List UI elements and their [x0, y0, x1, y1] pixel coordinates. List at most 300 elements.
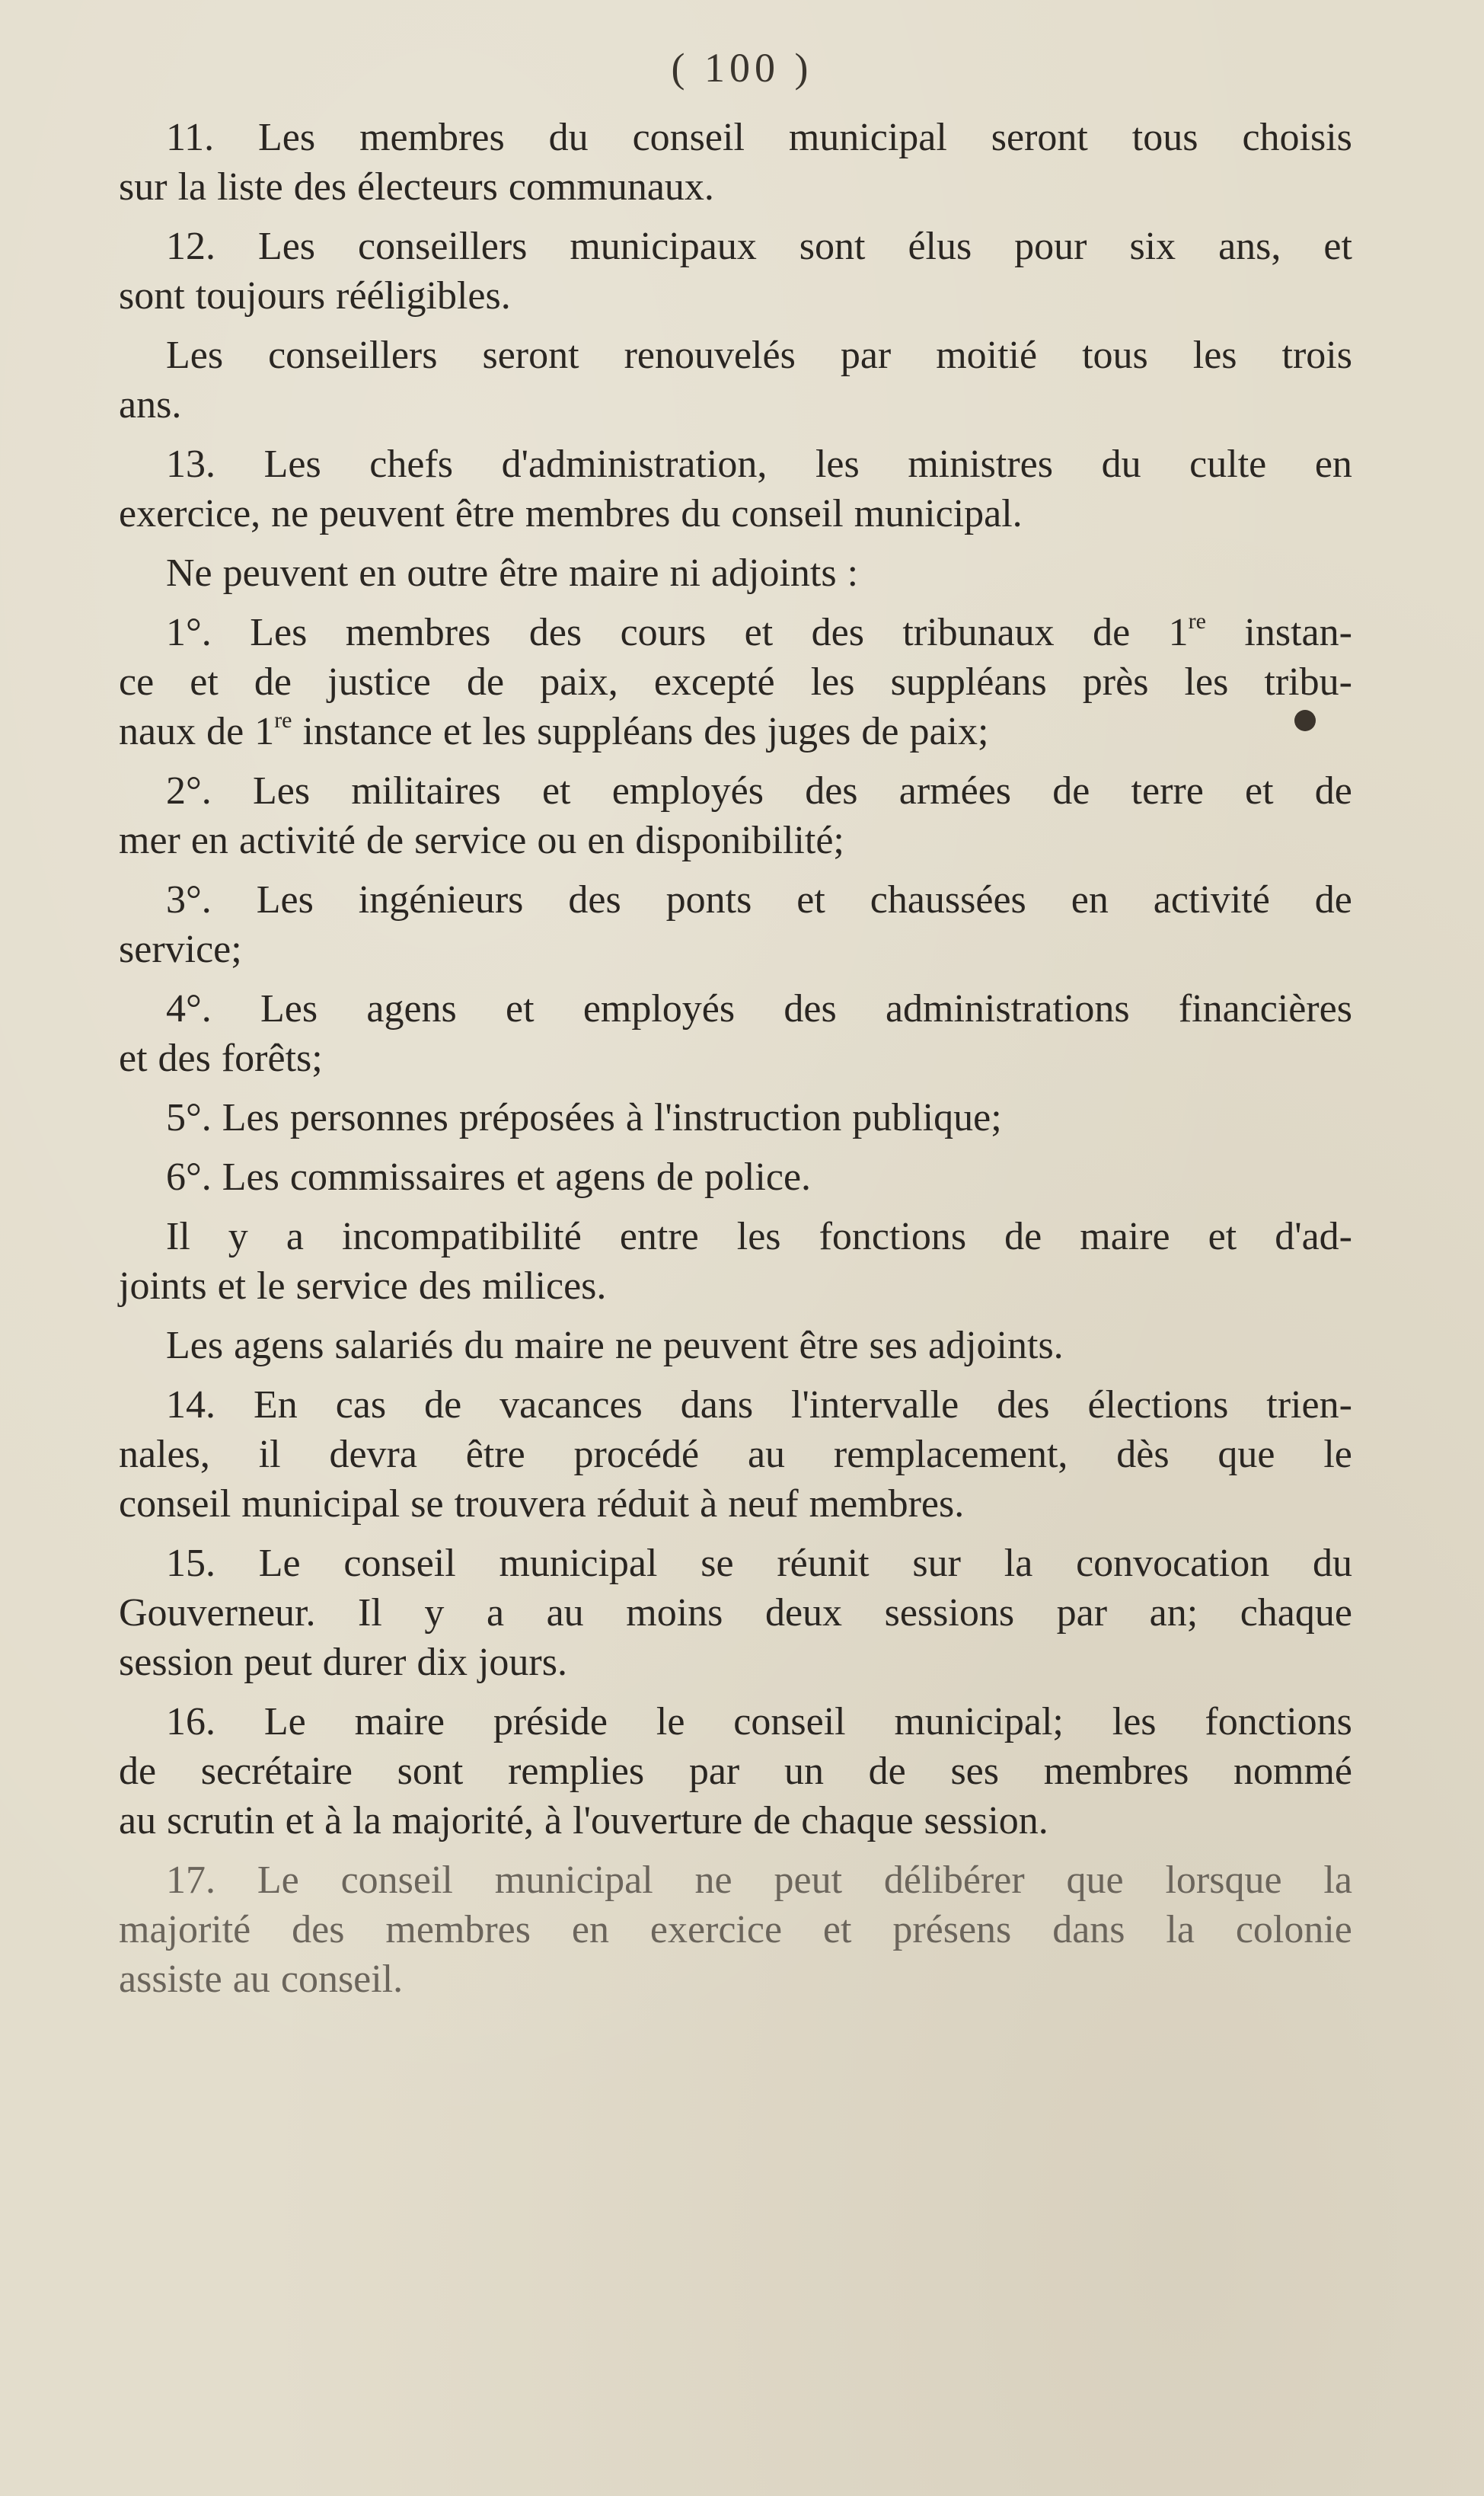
word: y: [228, 1215, 248, 1258]
word: municipal: [499, 1542, 658, 1585]
word: choisis: [1242, 116, 1352, 159]
word: exercice: [649, 1908, 783, 1951]
word: jours.: [477, 1641, 567, 1684]
word: chaque: [801, 1799, 914, 1842]
word: au: [546, 1591, 584, 1635]
word: scrutin: [167, 1799, 275, 1842]
word: des: [528, 611, 582, 654]
paragraph: [119, 1539, 1352, 1687]
word: Les: [166, 334, 224, 377]
word: convocation: [1076, 1542, 1270, 1585]
word: municipal;: [894, 1700, 1064, 1743]
word: ou: [537, 819, 577, 862]
text-line: [119, 925, 1352, 974]
word: tribu-: [1264, 660, 1352, 704]
word: maire: [354, 1700, 445, 1743]
paragraph-gap: [119, 1143, 1352, 1152]
word: à: [625, 1096, 643, 1139]
word: session: [119, 1641, 234, 1684]
paragraph: [119, 1697, 1352, 1846]
word: assiste: [119, 1957, 222, 2001]
word: à: [700, 1482, 718, 1526]
text-line: [119, 1430, 1352, 1479]
word: Il: [358, 1591, 382, 1635]
word: exercice,: [119, 492, 261, 535]
paragraph: [119, 875, 1352, 974]
word: service;: [119, 928, 242, 971]
paragraph-gap: [119, 430, 1352, 439]
text-line: [119, 439, 1352, 489]
word: conseil: [731, 492, 844, 535]
word: et: [285, 1799, 314, 1842]
text-line: [119, 1905, 1352, 1954]
paragraph-gap: [119, 1370, 1352, 1380]
word: Les: [260, 987, 318, 1031]
word: pour: [1014, 225, 1087, 268]
word: de: [365, 819, 404, 862]
paragraph: [119, 113, 1352, 212]
word: Le: [257, 1858, 299, 1902]
word: ponts: [665, 878, 752, 922]
word: liste: [217, 165, 283, 209]
word: 12.: [166, 225, 215, 268]
word: disponibilité;: [635, 819, 844, 862]
paragraph-gap: [119, 1311, 1352, 1321]
word: ni: [669, 551, 701, 595]
text-line: [119, 1747, 1352, 1796]
word: sur: [912, 1542, 961, 1585]
word: tous: [1131, 116, 1198, 159]
word: agens: [366, 987, 457, 1031]
word: des: [997, 1383, 1050, 1427]
word: majorité: [119, 1908, 251, 1951]
word: :: [847, 551, 859, 595]
word: Les: [256, 878, 314, 922]
word: 1re: [254, 708, 292, 753]
word: 5°.: [166, 1096, 212, 1139]
word: du: [681, 492, 721, 535]
word: durer: [322, 1641, 407, 1684]
word: 14.: [166, 1383, 215, 1427]
text-line: [119, 875, 1352, 925]
paragraph-gap: [119, 1202, 1352, 1212]
word: l'instruction: [653, 1096, 842, 1139]
word: forêts;: [221, 1037, 323, 1080]
text-line: [119, 1796, 1352, 1846]
word: trouvera: [454, 1482, 586, 1526]
word: le: [1323, 1433, 1352, 1476]
word: les: [1184, 660, 1229, 704]
word: conseil: [343, 1542, 456, 1585]
word: préposées: [458, 1096, 615, 1139]
paragraph-gap: [119, 756, 1352, 766]
body-text: [119, 113, 1352, 2004]
word: Les: [222, 1155, 279, 1199]
word: culte: [1189, 443, 1267, 486]
word: des: [418, 1264, 472, 1308]
word: les: [1192, 334, 1237, 377]
word: police.: [704, 1155, 812, 1199]
word: se: [410, 1482, 444, 1526]
word: en: [190, 819, 228, 862]
word: de: [753, 1799, 791, 1842]
word: au: [232, 1957, 270, 2001]
word: trois: [1281, 334, 1352, 377]
text-line: [119, 1539, 1352, 1588]
word: peuvent: [319, 492, 445, 535]
word: en: [1314, 443, 1352, 486]
paragraph: [119, 1380, 1352, 1529]
word: de: [119, 1750, 157, 1793]
word: Les: [166, 1324, 224, 1367]
word: et: [1245, 769, 1274, 813]
word: conseillers: [358, 225, 528, 268]
text-line: [119, 548, 1352, 598]
word: ans.: [119, 383, 182, 427]
word: maire: [1080, 1215, 1170, 1258]
word: ans,: [1218, 225, 1281, 268]
word: et: [1323, 225, 1352, 268]
word: le: [656, 1700, 685, 1743]
word: dix: [416, 1641, 468, 1684]
word: sur: [119, 165, 168, 209]
word: de: [861, 710, 899, 753]
paragraph: [119, 1152, 1352, 1202]
word: élus: [908, 225, 972, 268]
word: 16.: [166, 1700, 215, 1743]
word: suppléans: [537, 710, 694, 753]
word: du: [1312, 1542, 1352, 1585]
word: du: [464, 1324, 504, 1367]
word: tous: [1082, 334, 1148, 377]
word: être: [499, 551, 559, 595]
word: 11.: [166, 116, 215, 159]
word: adjoints: [710, 551, 837, 595]
word: de: [254, 660, 292, 704]
word: conseil: [340, 1858, 453, 1902]
word: les: [815, 443, 860, 486]
word: 13.: [166, 443, 215, 486]
word: lorsque: [1165, 1858, 1282, 1902]
word: conseil: [119, 1482, 231, 1526]
word: être: [799, 1324, 859, 1367]
word: chaussées: [870, 878, 1026, 922]
word: Les: [257, 225, 316, 268]
paragraph-gap: [119, 1687, 1352, 1697]
word: renouvelés: [624, 334, 796, 377]
word: de: [1314, 878, 1352, 922]
word: adjoints.: [928, 1324, 1064, 1367]
word: délibérer: [883, 1858, 1025, 1902]
word: procédé: [573, 1433, 700, 1476]
word: Les: [253, 769, 311, 813]
word: et: [506, 987, 535, 1031]
word: vacances: [499, 1383, 643, 1427]
word: paix;: [909, 710, 989, 753]
word: à: [324, 1799, 343, 1842]
paragraph: [119, 331, 1352, 430]
text-line: [119, 222, 1352, 271]
text-line: [119, 1697, 1352, 1747]
word: des: [811, 611, 864, 654]
word: instan-: [1244, 611, 1352, 654]
paragraph: [119, 1212, 1352, 1311]
word: par: [688, 1750, 740, 1793]
word: la: [353, 1799, 381, 1842]
text-line: [119, 380, 1352, 430]
paragraph-gap: [119, 598, 1352, 608]
word: et: [515, 1155, 545, 1199]
word: les: [736, 1215, 781, 1258]
word: mer: [119, 819, 180, 862]
word: que: [1218, 1433, 1275, 1476]
word: chaque: [1240, 1591, 1352, 1635]
word: y: [424, 1591, 445, 1635]
word: de: [1093, 611, 1131, 654]
word: trien-: [1266, 1383, 1352, 1427]
word: cas: [335, 1383, 387, 1427]
word: armées: [898, 769, 1012, 813]
word: municipal: [494, 1858, 653, 1902]
word: communaux.: [508, 165, 714, 209]
word: membres: [1043, 1750, 1189, 1793]
word: fonctions: [1205, 1700, 1352, 1743]
word: six: [1129, 225, 1176, 268]
word: peut: [244, 1641, 312, 1684]
text-line: [119, 1261, 1352, 1311]
word: conseil: [733, 1700, 846, 1743]
word: dès: [1116, 1433, 1170, 1476]
word: 1re: [1168, 609, 1206, 654]
text-line: [119, 1638, 1352, 1687]
text-line: [119, 1855, 1352, 1905]
text-line: [119, 1380, 1352, 1430]
text-line: [119, 271, 1352, 321]
word: municipal: [788, 116, 947, 159]
word: membres: [345, 611, 491, 654]
paragraph-gap: [119, 974, 1352, 984]
word: sessions: [884, 1591, 1015, 1635]
word: a: [286, 1215, 304, 1258]
word: de: [424, 1383, 462, 1427]
word: Ne: [166, 551, 212, 595]
paragraph: [119, 222, 1352, 321]
word: sont: [397, 1750, 464, 1793]
word: peuvent: [662, 1324, 789, 1367]
word: maire: [569, 551, 659, 595]
word: Le: [263, 1700, 306, 1743]
word: fonctions: [819, 1215, 967, 1258]
word: par: [840, 334, 892, 377]
text-line: [119, 162, 1352, 212]
word: naux: [119, 710, 196, 753]
word: se: [701, 1542, 734, 1585]
text-line: [119, 608, 1352, 657]
word: nommé: [1233, 1750, 1352, 1793]
word: moins: [626, 1591, 723, 1635]
word: de: [656, 1155, 694, 1199]
word: les: [1112, 1700, 1157, 1743]
word: ce: [119, 660, 155, 704]
word: et: [744, 611, 774, 654]
word: réunit: [777, 1542, 870, 1585]
word: à: [544, 1799, 563, 1842]
text-line: [119, 1152, 1352, 1202]
text-line: [119, 113, 1352, 162]
word: les: [482, 710, 527, 753]
word: neuf: [728, 1482, 799, 1526]
word: employés: [611, 769, 764, 813]
paragraph: [119, 548, 1352, 598]
paragraph: [119, 1855, 1352, 2004]
word: du: [548, 116, 589, 159]
word: moitié: [936, 334, 1038, 377]
paragraph: [119, 608, 1352, 756]
word: de: [206, 710, 244, 753]
word: ministres: [908, 443, 1053, 486]
word: ne: [694, 1858, 732, 1902]
word: secrétaire: [200, 1750, 353, 1793]
word: joints: [119, 1264, 207, 1308]
word: d'ad-: [1275, 1215, 1352, 1258]
word: membres: [359, 116, 505, 159]
word: municipal: [241, 1482, 401, 1526]
word: ses: [869, 1324, 918, 1367]
word: et: [217, 1264, 247, 1308]
word: préside: [493, 1700, 608, 1743]
word: militaires: [351, 769, 501, 813]
word: électeurs: [357, 165, 498, 209]
page-number: ( 100 ): [671, 45, 813, 91]
word: par: [1056, 1591, 1108, 1635]
word: des: [783, 987, 837, 1031]
word: activité: [238, 819, 356, 862]
word: et: [796, 878, 825, 922]
word: Il: [166, 1215, 190, 1258]
word: au: [747, 1433, 786, 1476]
word: excepté: [653, 660, 775, 704]
word: Les: [263, 443, 321, 486]
word: membres.: [809, 1482, 965, 1526]
paragraph-gap: [119, 865, 1352, 875]
word: 3°.: [166, 878, 212, 922]
word: être: [455, 492, 515, 535]
word: 15.: [166, 1542, 215, 1585]
word: des: [158, 1037, 211, 1080]
word: majorité,: [391, 1799, 535, 1842]
paragraph: [119, 1321, 1352, 1370]
word: tribunaux: [902, 611, 1055, 654]
paragraph: [119, 1093, 1352, 1143]
word: de: [466, 660, 505, 704]
word: suppléans: [890, 660, 1047, 704]
word: a: [486, 1591, 505, 1635]
word: sont: [119, 274, 185, 318]
word: les: [810, 660, 855, 704]
word: seront: [991, 116, 1088, 159]
word: le: [257, 1264, 286, 1308]
paragraph-gap: [119, 1846, 1352, 1855]
word: municipal.: [854, 492, 1023, 535]
word: colonie: [1235, 1908, 1352, 1951]
word: peut: [774, 1858, 843, 1902]
text-line: [119, 1093, 1352, 1143]
text-line: [119, 1588, 1352, 1638]
word: outre: [407, 551, 489, 595]
paragraph-gap: [119, 1529, 1352, 1539]
paragraph: [119, 439, 1352, 539]
word: seront: [482, 334, 579, 377]
word: agens: [234, 1324, 324, 1367]
word: et: [541, 769, 571, 813]
word: la: [1323, 1858, 1352, 1902]
word: activité: [1153, 878, 1270, 922]
word: milices.: [482, 1264, 607, 1308]
word: des: [293, 165, 347, 209]
paragraph-gap: [119, 212, 1352, 222]
paragraph-gap: [119, 1083, 1352, 1093]
text-line: [119, 1321, 1352, 1370]
word: en: [587, 819, 625, 862]
word: que: [1066, 1858, 1124, 1902]
text-line: [119, 331, 1352, 380]
word: maire: [514, 1324, 605, 1367]
word: instance: [302, 710, 432, 753]
text-line: [119, 657, 1352, 707]
word: des: [568, 878, 621, 922]
word: paix,: [540, 660, 618, 704]
word: de: [1052, 769, 1090, 813]
word: employés: [582, 987, 736, 1031]
word: et: [442, 710, 472, 753]
word: ne: [614, 1324, 653, 1367]
text-line: [119, 489, 1352, 539]
word: ses: [950, 1750, 999, 1793]
word: an;: [1149, 1591, 1198, 1635]
word: dans: [1052, 1908, 1125, 1951]
word: être: [465, 1433, 525, 1476]
word: au: [119, 1799, 157, 1842]
word: conseil: [632, 116, 745, 159]
word: la: [1166, 1908, 1195, 1951]
text-line: [119, 707, 1352, 756]
paragraph: [119, 984, 1352, 1083]
text-line: [119, 766, 1352, 816]
word: 2°.: [166, 769, 212, 813]
word: En: [253, 1383, 298, 1427]
word: du: [1101, 443, 1141, 486]
word: en: [1071, 878, 1109, 922]
word: et: [1208, 1215, 1237, 1258]
text-line: [119, 1034, 1352, 1083]
word: réduit: [596, 1482, 690, 1526]
word: il: [258, 1433, 281, 1476]
word: la: [1004, 1542, 1033, 1585]
word: municipaux: [570, 225, 757, 268]
word: nales,: [119, 1433, 210, 1476]
word: 4°.: [166, 987, 212, 1031]
paragraph-gap: [119, 321, 1352, 331]
ink-blot: [1294, 710, 1316, 731]
word: Le: [258, 1542, 301, 1585]
word: Les: [258, 116, 316, 159]
word: l'ouverture: [573, 1799, 743, 1842]
word: ingénieurs: [358, 878, 524, 922]
word: de: [1314, 769, 1352, 813]
word: dans: [680, 1383, 754, 1427]
word: session.: [924, 1799, 1048, 1842]
word: de: [1004, 1215, 1042, 1258]
